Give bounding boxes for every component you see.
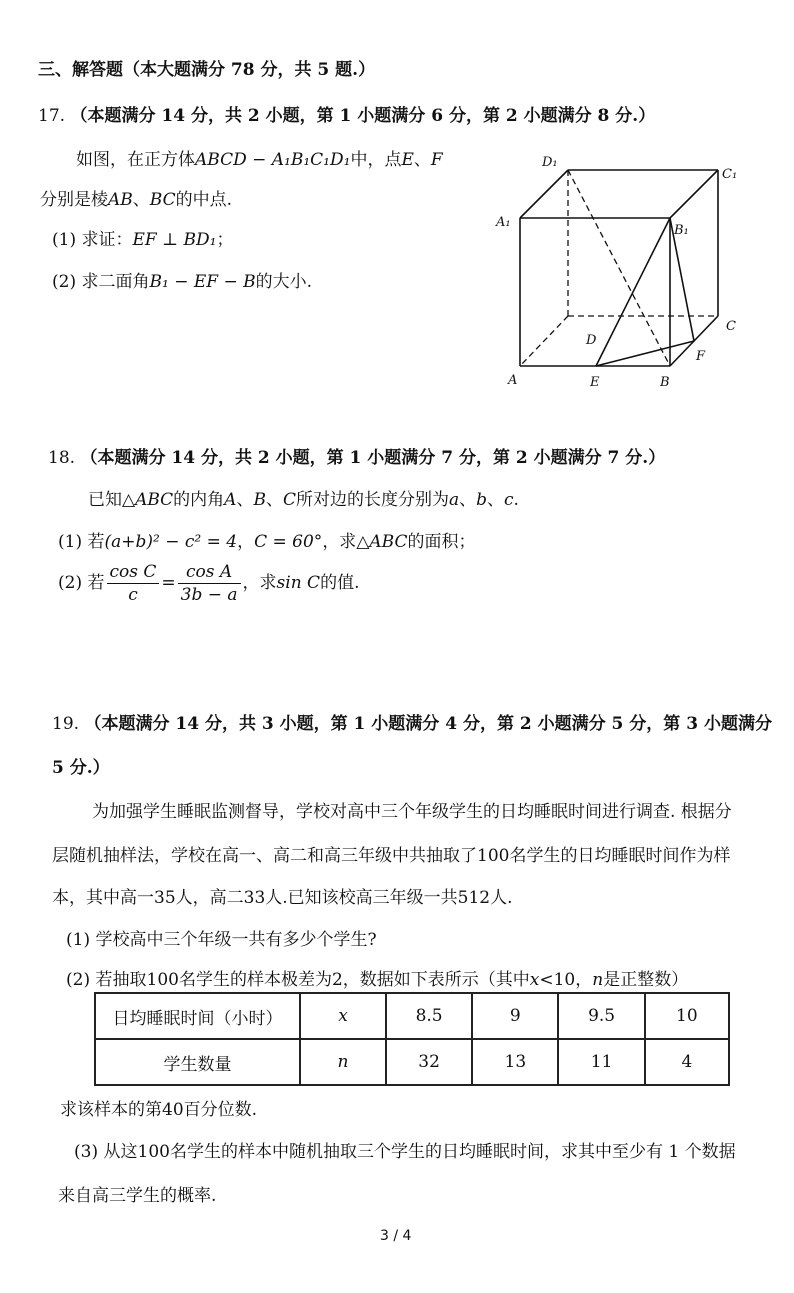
- q18-part1-triangle: △ABC: [356, 532, 408, 552]
- table-cell: 10: [645, 993, 729, 1039]
- label-d1: D₁: [542, 155, 558, 170]
- label-b1: B₁: [674, 223, 689, 238]
- q18-part1-tail: ，求: [322, 532, 357, 552]
- q18-part1-label: (1): [58, 532, 83, 552]
- label-c: C: [726, 319, 736, 334]
- q19-part1-label: (1): [66, 930, 91, 950]
- table-cell: 13: [472, 1039, 558, 1085]
- q19-part1-text: 学校高中三个年级一共有多少个学生?: [95, 930, 377, 950]
- q18-part2-end: 的值.: [320, 573, 360, 593]
- q18-score-note: （本题满分 14 分，共 2 小题，第 1 小题满分 7 分，第 2 小题满分 7 分.）: [80, 448, 666, 468]
- q17-part1-math: EF ⊥ BD₁: [132, 230, 217, 250]
- q18-part2-sin: sin C: [276, 573, 321, 593]
- q18-part2-label: (2): [58, 573, 83, 593]
- section-header: 三、解答题（本大题满分 78 分，共 5 题.）: [38, 60, 376, 80]
- q18-part1-end: 的面积；: [407, 532, 476, 552]
- table-cell: n: [300, 1039, 386, 1085]
- q18-sep4: 、: [487, 490, 504, 510]
- q19-part2: [66, 968, 688, 992]
- label-f: F: [696, 349, 706, 364]
- table-cell: 11: [558, 1039, 644, 1085]
- q18-sep2: 、: [265, 490, 283, 510]
- label-b: B: [660, 375, 670, 390]
- page-number: 3 / 4: [380, 1228, 412, 1244]
- q19-para-2: 层随机抽样法，学校在高一、高二和高三年级中共抽取了100名学生的日均睡眠时间作为样: [52, 846, 731, 866]
- q17-header: [38, 104, 655, 128]
- q19-header: [52, 712, 772, 736]
- q18-intro-b: 的内角: [173, 490, 225, 510]
- table-cell: 8.5: [386, 993, 472, 1039]
- table-cell: 学生数量: [95, 1039, 300, 1085]
- label-a1: A₁: [496, 215, 511, 230]
- q17-part2-math: B₁ − EF − B: [149, 272, 256, 292]
- q19-number: 19.: [52, 714, 80, 734]
- q18-angle-c: C: [282, 490, 296, 510]
- q17-point-f: F: [430, 150, 443, 170]
- q18-part1-angle: C = 60°: [254, 532, 323, 552]
- q19-para-3: 本，其中高一35人，高二33人.已知该校高三年级一共512人.: [52, 888, 513, 908]
- q17-part1: [52, 228, 233, 252]
- q19-part3-text: 从这100名学生的样本中随机抽取三个学生的日均睡眠时间，求其中至少有 1 个数据: [103, 1142, 736, 1162]
- q18-sep3: 、: [459, 490, 477, 510]
- q17-intro-line1: [76, 148, 443, 172]
- q17-sep2: 、: [132, 190, 150, 210]
- table-cell: 32: [386, 1039, 472, 1085]
- q18-header: [48, 446, 665, 470]
- q18-sep1: 、: [236, 490, 254, 510]
- label-c1: C₁: [722, 167, 738, 182]
- fraction2-denominator: 3b − a: [180, 585, 238, 605]
- fraction2-numerator: cos A: [178, 561, 241, 584]
- q18-equals: =: [161, 573, 176, 593]
- q19-para-1: 为加强学生睡眠监测督导，学校对高中三个年级学生的日均睡眠时间进行调查. 根据分: [92, 802, 732, 822]
- q17-part2: [52, 270, 312, 294]
- q18-number: 18.: [48, 448, 76, 468]
- label-a: A: [508, 373, 518, 388]
- q17-part1-label: (1): [52, 230, 77, 250]
- q18-side-b: b: [476, 490, 487, 510]
- q17-number: 17.: [38, 106, 66, 126]
- q19-part2-n: n: [592, 970, 604, 990]
- q17-edge-ab: AB: [108, 190, 133, 210]
- q17-point-e: E: [401, 150, 414, 170]
- fraction1-numerator: cos C: [107, 561, 160, 584]
- q18-angle-b: B: [253, 490, 266, 510]
- q17-cube-name: ABCD − A₁B₁C₁D₁: [195, 150, 351, 170]
- q18-part1: [58, 530, 475, 554]
- q17-part2-end: 的大小.: [255, 272, 313, 292]
- q18-intro-c: 所对边的长度分别为: [295, 490, 449, 510]
- q19-score-note: （本题满分 14 分，共 3 小题，第 1 小题满分 4 分，第 2 小题满分 5 分，第 3 小题满分: [84, 714, 772, 734]
- q17-sep: 、: [413, 150, 431, 170]
- q19-part2-tail: 是正整数）: [603, 970, 689, 990]
- q18-part2: [58, 560, 359, 606]
- q19-part2-text: 若抽取100名学生的样本极差为2，数据如下表所示（其中: [95, 970, 530, 990]
- q18-triangle: △ABC: [122, 490, 174, 510]
- q17-intro-text: 如图，在正方体: [76, 150, 195, 170]
- q18-part2-tail: ，求: [242, 573, 277, 593]
- table-cell: x: [300, 993, 386, 1039]
- q18-side-c: c: [504, 490, 514, 510]
- table-row: [95, 993, 729, 1039]
- q18-part1-if: 若: [87, 532, 105, 552]
- table-cell: 日均睡眠时间（小时）: [95, 993, 300, 1039]
- label-e: E: [590, 375, 600, 390]
- q18-part2-if: 若: [87, 573, 105, 593]
- q19-part3-cont: 来自高三学生的概率.: [58, 1186, 217, 1206]
- q18-side-a: a: [448, 490, 460, 510]
- cube-figure: [490, 148, 750, 398]
- q19-part3: [74, 1140, 736, 1164]
- q17-intro-line2: [40, 188, 232, 212]
- q19-after-table: 求该样本的第40百分位数.: [60, 1100, 258, 1120]
- q17-part1-text: 求证：: [81, 230, 133, 250]
- q18-intro: [88, 488, 519, 512]
- q17-edge-bc: BC: [149, 190, 176, 210]
- q17-part2-text: 求二面角: [81, 272, 150, 292]
- table-row: [95, 1039, 729, 1085]
- q19-part2-x: x: [529, 970, 540, 990]
- q17-part2-label: (2): [52, 272, 77, 292]
- q18-part1-equation: (a+b)² − c² = 4: [104, 532, 238, 552]
- q17-score-note: （本题满分 14 分，共 2 小题，第 1 小题满分 6 分，第 2 小题满分 8 分.）: [70, 106, 656, 126]
- q18-intro-a: 已知: [88, 490, 122, 510]
- q19-part1: [66, 928, 377, 952]
- q17-line2-end: 的中点.: [175, 190, 233, 210]
- q18-part1-comma: ，: [237, 532, 255, 552]
- sleep-data-table: [94, 992, 730, 1086]
- q17-line2-text: 分别是棱: [40, 190, 108, 210]
- q19-score-note-cont: 5 分.）: [52, 758, 110, 778]
- table-cell: 4: [645, 1039, 729, 1085]
- table-cell: 9.5: [558, 993, 644, 1039]
- q18-fraction-2: [178, 561, 241, 606]
- q17-part1-end: ；: [216, 230, 234, 250]
- q19-part3-label: (3): [74, 1142, 99, 1162]
- q18-intro-dot: .: [513, 490, 519, 510]
- label-d: D: [586, 333, 597, 348]
- q17-intro-text-b: 中，点: [350, 150, 402, 170]
- q19-part2-lt: <10，: [539, 970, 593, 990]
- q18-fraction-1: [107, 561, 160, 606]
- table-cell: 9: [472, 993, 558, 1039]
- q19-part2-label: (2): [66, 970, 91, 990]
- fraction1-denominator: c: [128, 585, 138, 605]
- q18-angle-a: A: [224, 490, 237, 510]
